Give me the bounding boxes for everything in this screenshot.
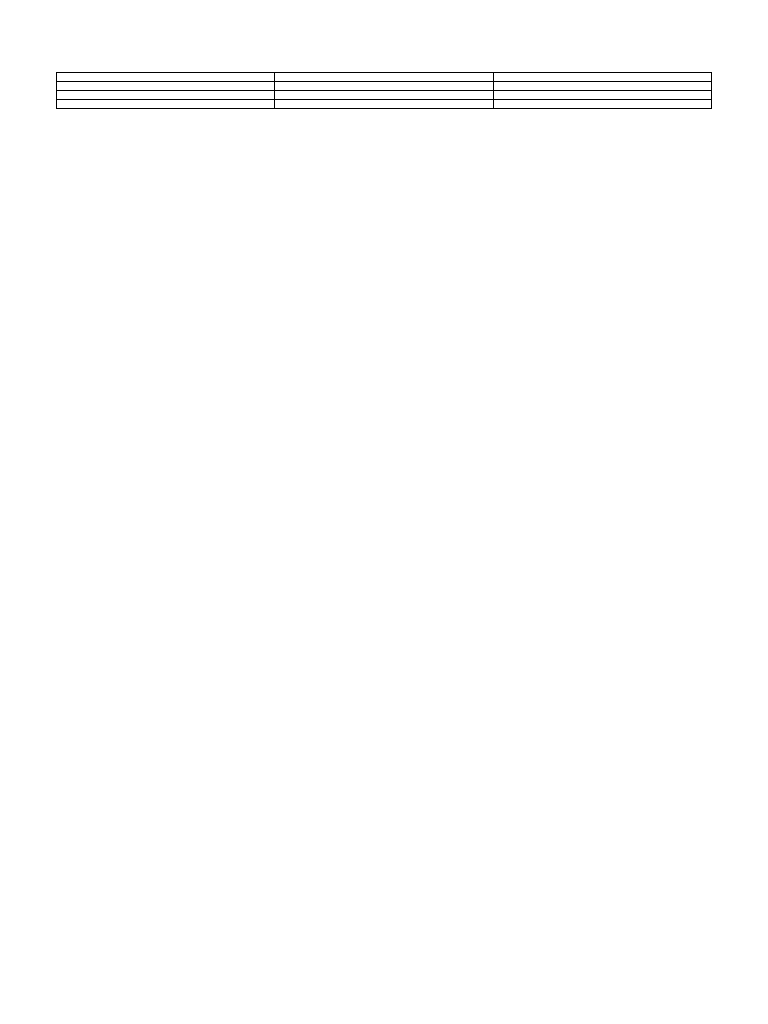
- table-cell: [275, 91, 493, 100]
- table-cell: [57, 82, 275, 91]
- table-header-0: [57, 73, 275, 82]
- table-header-2: [493, 73, 711, 82]
- table-row: [57, 91, 712, 100]
- table-cell: [57, 91, 275, 100]
- table-row: [57, 82, 712, 91]
- table-row: [57, 100, 712, 109]
- table-cell: [493, 100, 711, 109]
- table-cell: [275, 82, 493, 91]
- data-table: [56, 72, 712, 109]
- table-cell: [493, 82, 711, 91]
- table-header-row: [57, 73, 712, 82]
- table-cell: [493, 91, 711, 100]
- table-cell: [275, 100, 493, 109]
- table-header-1: [275, 73, 493, 82]
- table-cell: [57, 100, 275, 109]
